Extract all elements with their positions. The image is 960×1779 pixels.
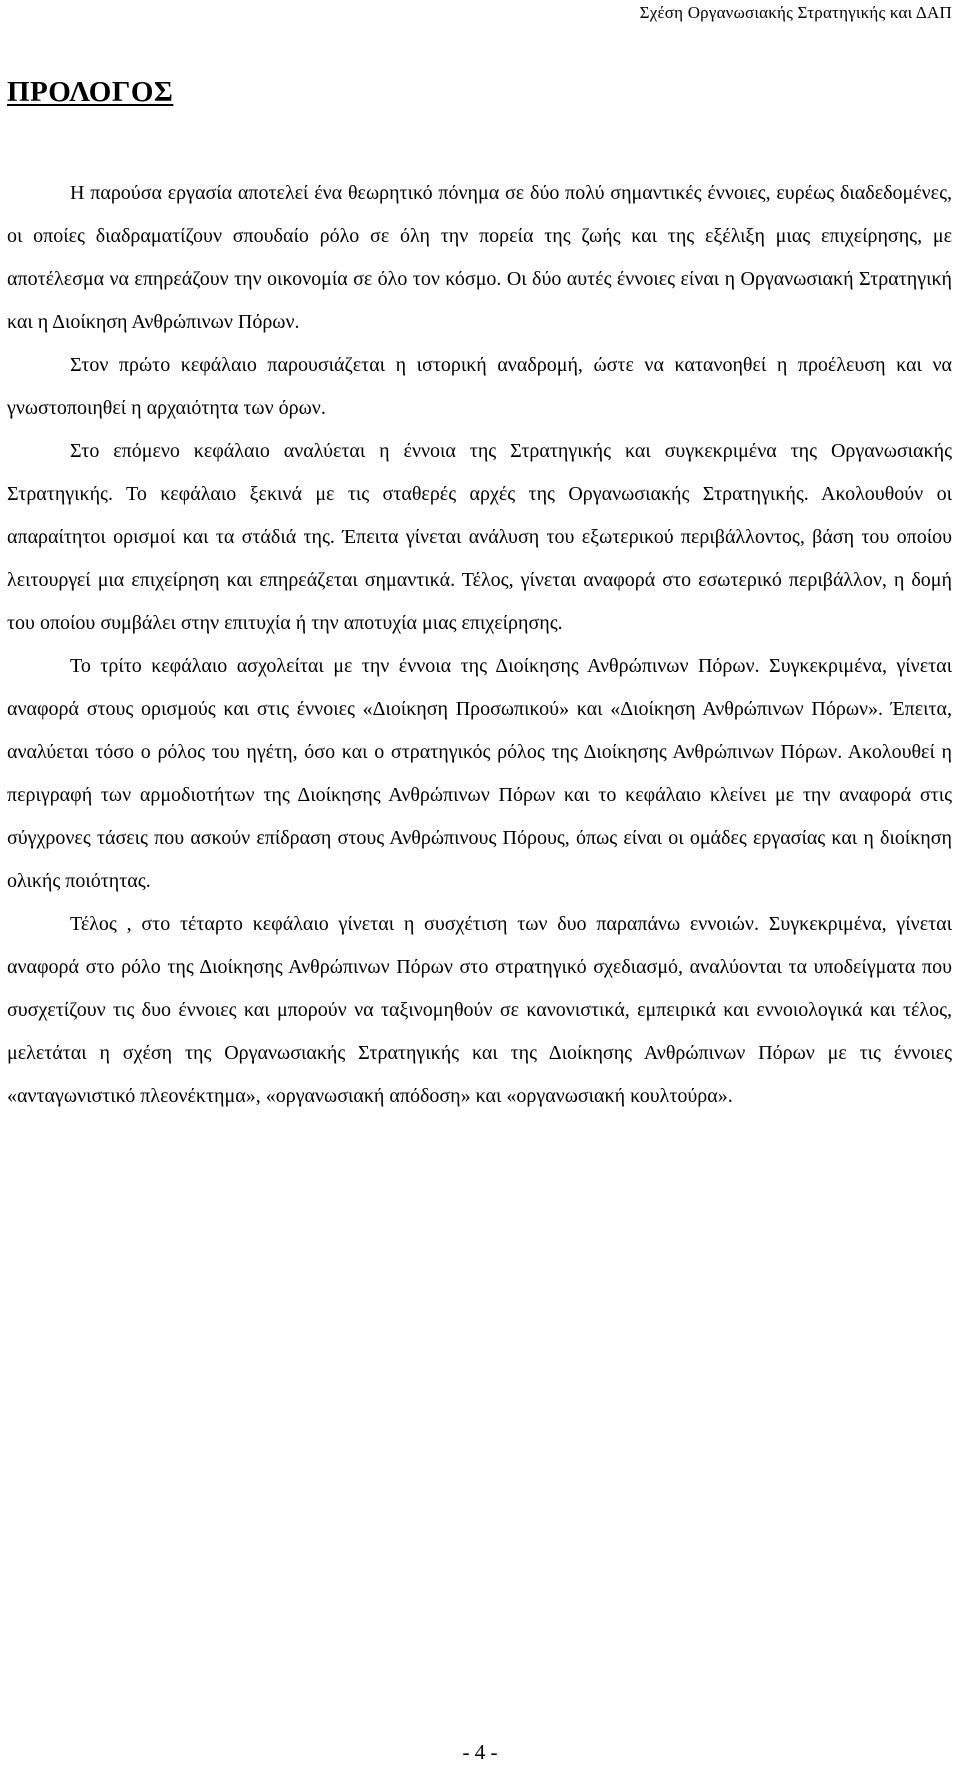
paragraph: Στο επόμενο κεφάλαιο αναλύεται η έννοια της Στρατηγικής και συγκεκριμένα της Οργανωσιακής Στρατηγικής. Το κεφάλαιο ξεκινά με τις σταθερές αρχές της Οργανωσιακής Στρατηγικής. Ακολουθούν οι απαραίτητοι ορισμοί και τα στάδιά της. Έπειτα γίνεται ανάλυση του εξωτερικού περιβάλλοντος, βάση του οποίου λειτουργεί μια επιχείρηση και επηρεάζεται σημαντικά. Τέλος, γίνεται αναφορά στο εσωτερικό περιβάλλον, η δομή του οποίου συμβάλει στην επιτυχία ή την αποτυχία μιας επιχείρησης. — [7, 440, 952, 634]
page-number: - 4 - — [462, 1740, 498, 1764]
page-title: ΠΡΟΛΟΓΟΣ — [7, 76, 174, 108]
paragraph: Η παρούσα εργασία αποτελεί ένα θεωρητικό πόνημα σε δύο πολύ σημαντικές έννοιες, ευρέως διαδεδομένες, οι οποίες διαδραματίζουν σπουδαίο ρόλο σε όλη την πορεία της ζωής και της εξέλιξη μιας επιχείρησης, με αποτέλεσμα να επηρεάζουν την οικονομία σε όλο τον κόσμο. Οι δύο αυτές έννοιες είναι η Οργανωσιακή Στρατηγική και η Διοίκηση Ανθρώπινων Πόρων. — [7, 182, 952, 333]
paragraph: Το τρίτο κεφάλαιο ασχολείται με την έννοια της Διοίκησης Ανθρώπινων Πόρων. Συγκεκριμένα, γίνεται αναφορά στους ορισμούς και στις έννοιες «Διοίκηση Προσωπικού» και «Διοίκηση Ανθρώπινων Πόρων». Έπειτα, αναλύεται τόσο ο ρόλος του ηγέτη, όσο και ο στρατηγικός ρόλος της Διοίκησης Ανθρώπινων Πόρων. Ακολουθεί η περιγραφή των αρμοδιοτήτων της Διοίκησης Ανθρώπινων Πόρων και το κεφάλαιο κλείνει με την αναφορά στις σύγχρονες τάσεις που ασκούν επίδραση στους Ανθρώπινους Πόρους, όπως είναι οι ομάδες εργασίας και η διοίκηση ολικής ποιότητας. — [7, 655, 952, 892]
running-header: Σχέση Οργανωσιακής Στρατηγικής και ΔΑΠ — [639, 3, 952, 22]
paragraph: Στον πρώτο κεφάλαιο παρουσιάζεται η ιστορική αναδρομή, ώστε να κατανοηθεί η προέλευση και να γνωστοποιηθεί η αρχαιότητα των όρων. — [7, 354, 952, 419]
document-body — [7, 172, 952, 1118]
paragraph: Τέλος , στο τέταρτο κεφάλαιο γίνεται η συσχέτιση των δυο παραπάνω εννοιών. Συγκεκριμένα, γίνεται αναφορά στο ρόλο της Διοίκησης Ανθρώπινων Πόρων στο στρατηγικό σχεδιασμό, αναλύονται τα υποδείγματα που συσχετίζουν τις δυο έννοιες και μπορούν να ταξινομηθούν σε κανονιστικά, εμπειρικά και εννοιολογικά και τέλος, μελετάται η σχέση της Οργανωσιακής Στρατηγικής και της Διοίκησης Ανθρώπινων Πόρων με τις έννοιες «ανταγωνιστικό πλεονέκτημα», «οργανωσιακή απόδοση» και «οργανωσιακή κουλτούρα». — [7, 913, 952, 1107]
